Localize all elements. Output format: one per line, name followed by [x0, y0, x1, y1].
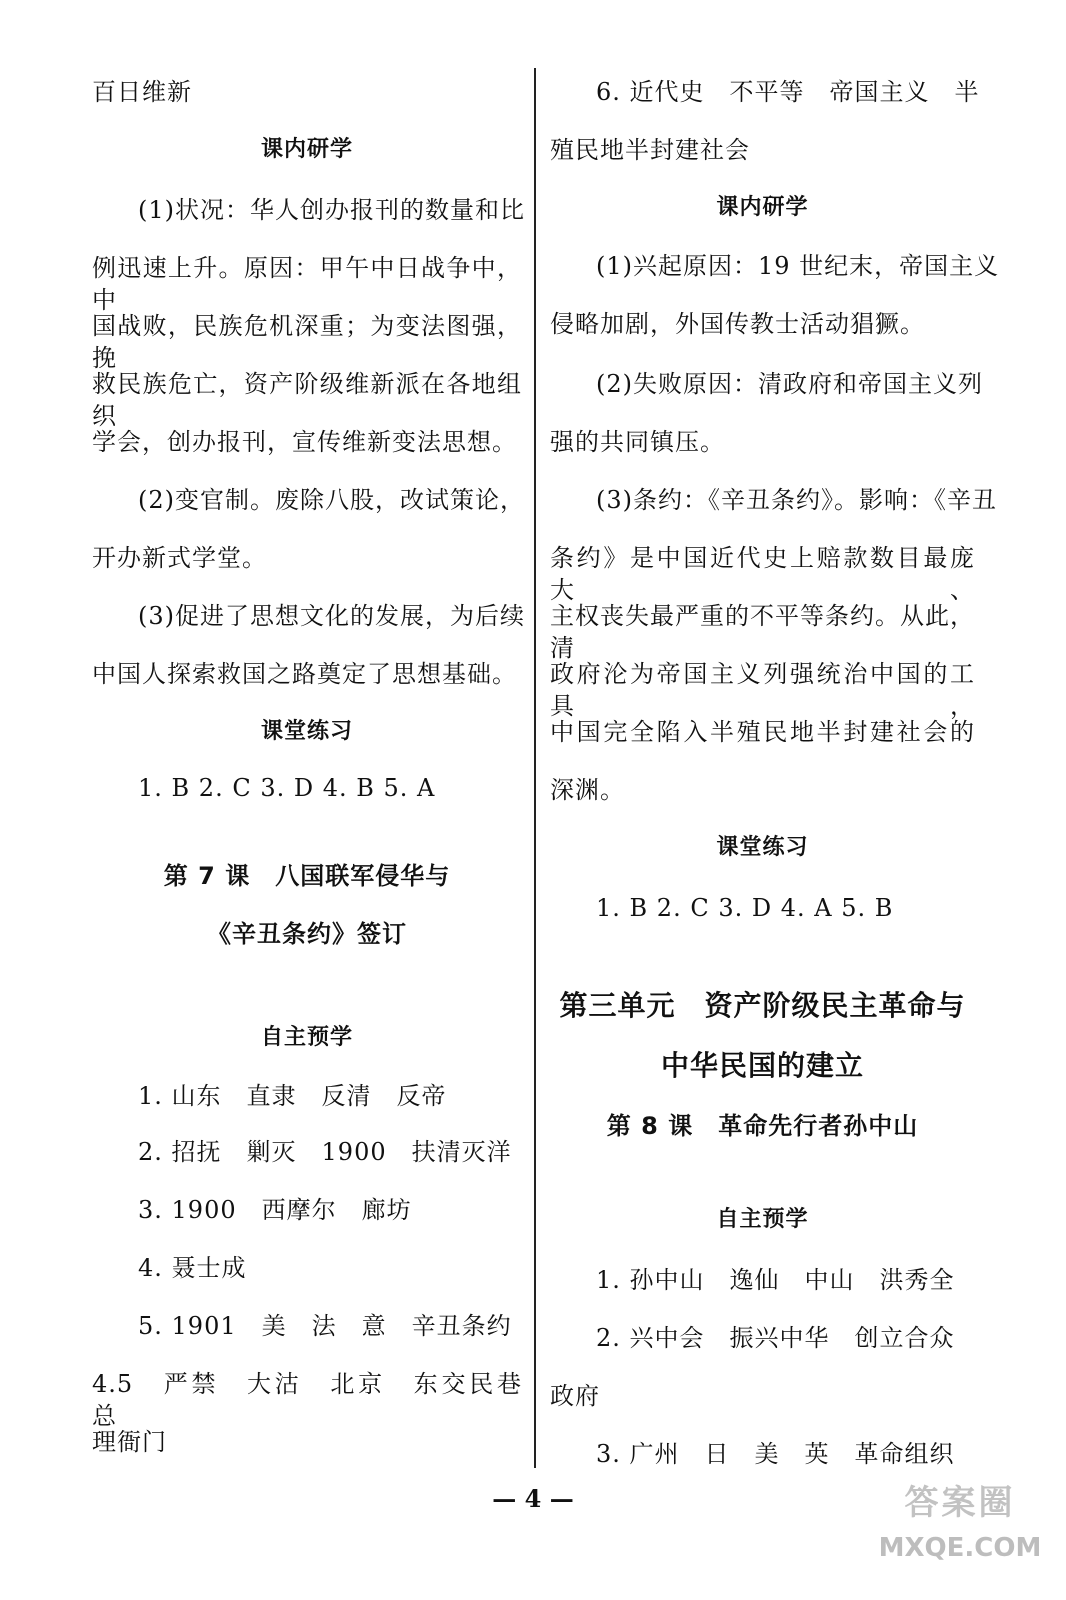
answer-line: 开办新式学堂。: [92, 544, 267, 572]
answer-line: (1)兴起原因：19 世纪末，帝国主义: [596, 252, 1000, 280]
answer-line: 3. 1900 西摩尔 廊坊: [138, 1196, 412, 1224]
multiple-choice-answers: 1. B 2. C 3. D 4. A 5. B: [596, 894, 894, 922]
answer-line: 政府: [550, 1382, 600, 1410]
answer-line: 条约》是中国近代史上赔款数目最庞大、: [550, 544, 975, 604]
section-heading-self-study: 自主预学: [260, 1025, 353, 1050]
answer-line: 1. 山东 直隶 反清 反帝: [138, 1082, 447, 1110]
answer-line: 侵略加剧，外国传教士活动猖獗。: [550, 310, 925, 338]
answer-line: 殖民地半封建社会: [550, 136, 750, 164]
unit-title: 第三单元 资产阶级民主革命与: [559, 989, 966, 1022]
multiple-choice-answers: 1. B 2. C 3. D 4. B 5. A: [138, 774, 436, 802]
answer-line: 1. 孙中山 逸仙 中山 洪秀全: [596, 1266, 955, 1294]
answer-line: (3)条约：《辛丑条约》。影响：《辛丑: [596, 486, 997, 514]
answer-line: (2)失败原因：清政府和帝国主义列: [596, 370, 983, 398]
continuation-text: 百日维新: [92, 78, 192, 106]
answer-line: 深渊。: [550, 776, 625, 804]
answer-line: 主权丧失最严重的不平等条约。从此，清: [550, 602, 975, 662]
unit-title-continued: 中华民国的建立: [660, 1049, 864, 1082]
answer-line: 政府沦为帝国主义列强统治中国的工具，: [550, 660, 975, 720]
column-divider: [534, 68, 536, 1468]
lesson-title: 第 8 课 革命先行者孙中山: [606, 1112, 919, 1140]
answer-line: 强的共同镇压。: [550, 428, 725, 456]
lesson-title: 第 7 课 八国联军侵华与: [163, 862, 451, 890]
answer-line: 5. 1901 美 法 意 辛丑条约: [138, 1312, 512, 1340]
answer-line: 救民族危亡，资产阶级维新派在各地组织: [92, 370, 522, 430]
watermark-logo: 答案圈: [904, 1483, 1016, 1523]
section-heading-self-study: 自主预学: [716, 1207, 809, 1232]
answer-line: 中国完全陷入半殖民地半封建社会的: [550, 718, 975, 746]
answer-line: 3. 广州 日 美 英 革命组织: [596, 1440, 955, 1468]
lesson-title-continued: 《辛丑条约》签订: [207, 920, 407, 948]
section-heading-class-practice: 课堂练习: [260, 719, 353, 744]
section-heading-in-class-study: 课内研学: [716, 195, 809, 220]
answer-line: (1)状况：华人创办报刊的数量和比: [138, 196, 525, 224]
answer-line: 例迅速上升。原因：甲午中日战争中，中: [92, 254, 522, 314]
answer-line: 理衙门: [92, 1428, 167, 1456]
answer-line: 学会，创办报刊，宣传维新变法思想。: [92, 428, 517, 456]
answer-line: 2. 招抚 剿灭 1900 扶清灭洋: [138, 1138, 512, 1166]
answer-line: (3)促进了思想文化的发展，为后续: [138, 602, 525, 630]
section-heading-class-practice: 课堂练习: [716, 835, 809, 860]
answer-line: 国战败，民族危机深重；为变法图强，挽: [92, 312, 522, 372]
answer-line: 6. 近代史 不平等 帝国主义 半: [596, 78, 980, 106]
answer-line: 2. 兴中会 振兴中华 创立合众: [596, 1324, 955, 1352]
watermark-url: MXQE.COM: [878, 1533, 1042, 1563]
watermark: [865, 1475, 1055, 1585]
section-heading-in-class-study: 课内研学: [260, 137, 353, 162]
answer-line: (2)变官制。废除八股，改试策论，: [138, 486, 525, 514]
answer-line: 4. 聂士成: [138, 1254, 247, 1282]
answer-line: 中国人探索救国之路奠定了思想基础。: [92, 660, 517, 688]
page-number: — 4 —: [492, 1484, 574, 1513]
answer-line: 4.5 严禁 大沽 北京 东交民巷 总: [92, 1370, 547, 1430]
